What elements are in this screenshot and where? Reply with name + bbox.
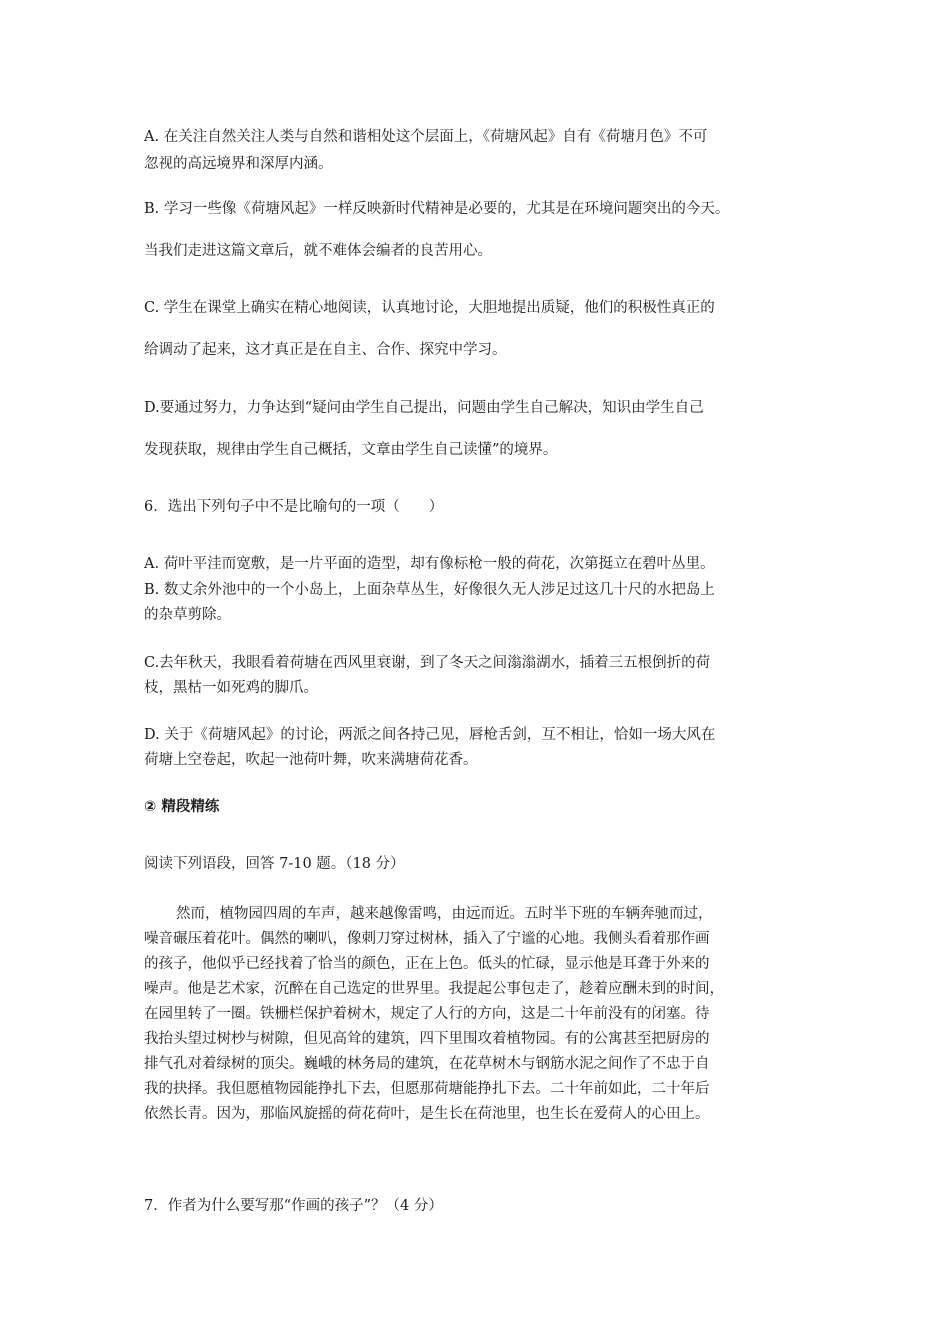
passage-line-1: 然而，植物园四周的车声，越来越像雷鸣，由远而近。五时半下班的车辆奔驰而过， bbox=[176, 906, 713, 922]
option-b-line-2: 当我们走进这篇文章后，就不难体会编者的良苦用心。 bbox=[144, 243, 492, 259]
q6-option-d-line-2: 荷塘上空卷起，吹起一池荷叶舞，吹来满塘荷花香。 bbox=[144, 752, 478, 768]
question-7: 7．作者为什么要写那“作画的孩子”？（4 分） bbox=[144, 1198, 443, 1214]
passage-line-6: 我抬头望过树杪与树隙，但见高耸的建筑，四下里围攻着植物园。有的公寓甚至把厨房的 bbox=[144, 1031, 710, 1047]
option-c-line-1: C. 学生在课堂上确实在精心地阅读，认真地讨论，大胆地提出质疑，他们的积极性真正的 bbox=[144, 300, 715, 316]
q6-option-d-line-1: D. 关于《荷塘风起》的讨论，两派之间各持己见，唇枪舌剑，互不相让，恰如一场大风在 bbox=[144, 727, 716, 743]
q6-option-c-line-2: 枝，黑枯一如死鸡的脚爪。 bbox=[144, 680, 318, 696]
passage-line-2: 噪音碾压着花叶。偶然的喇叭，像刺刀穿过树林，插入了宁谧的心地。我侧头看着那作画 bbox=[144, 931, 710, 947]
reading-instruction: 阅读下列语段，回答 7-10 题。（18 分） bbox=[144, 856, 405, 872]
option-d-line-1: D.要通过努力，力争达到“疑问由学生自己提出，问题由学生自己解决，知识由学生自己 bbox=[144, 400, 704, 416]
passage-line-4: 噪声。他是艺术家，沉醉在自己选定的世界里。我提起公事包走了，趁着应酬未到的时间， bbox=[144, 981, 724, 997]
passage-line-8: 我的抉择。我但愿植物园能挣扎下去，但愿那荷塘能挣扎下去。二十年前如此，二十年后 bbox=[144, 1081, 710, 1097]
passage-line-7: 排气孔对着绿树的顶尖。巍峨的林务局的建筑，在花草树木与钢筋水泥之间作了不忠于自 bbox=[144, 1056, 710, 1072]
section-heading: ② 精段精练 bbox=[144, 799, 220, 815]
q6-option-b-line-1: B. 数丈余外池中的一个小岛上，上面杂草丛生，好像很久无人涉足过这几十尺的水把岛上 bbox=[144, 582, 715, 598]
passage-line-3: 的孩子，他似乎已经找着了恰当的颜色，正在上色。低头的忙碌，显示他是耳聋于外来的 bbox=[144, 956, 710, 972]
passage-line-5: 在园里转了一圈。铁栅栏保护着树木，规定了人行的方向，这是二十年前没有的闭塞。待 bbox=[144, 1006, 710, 1022]
option-a-line-1: A. 在关注自然关注人类与自然和谐相处这个层面上，《荷塘风起》自有《荷塘月色》不可 bbox=[144, 129, 708, 145]
option-d-line-2: 发现获取，规律由学生自己概括，文章由学生自己读懂”的境界。 bbox=[144, 442, 558, 458]
q6-option-b-line-2: 的杂草剪除。 bbox=[144, 607, 231, 623]
option-a-line-2: 忽视的高远境界和深厚内涵。 bbox=[144, 156, 333, 172]
option-b-line-1: B. 学习一些像《荷塘风起》一样反映新时代精神是必要的，尤其是在环境问题突出的今天。 bbox=[144, 201, 730, 217]
q6-option-c-line-1: C.去年秋天，我眼看着荷塘在西风里衰谢，到了冬天之间滃滃湖水，插着三五根倒折的荷 bbox=[144, 655, 711, 671]
question-6-title: 6．选出下列句子中不是比喻句的一项（ ） bbox=[144, 499, 444, 515]
q6-option-a: A. 荷叶平洼而宽敷，是一片平面的造型，却有像标枪一般的荷花，次第挺立在碧叶丛里。 bbox=[144, 556, 715, 572]
passage-line-9: 依然长青。因为，那临风旋摇的荷花荷叶，是生长在荷池里，也生长在爱荷人的心田上。 bbox=[144, 1106, 710, 1122]
option-c-line-2: 给调动了起来，这才真正是在自主、合作、探究中学习。 bbox=[144, 342, 507, 358]
